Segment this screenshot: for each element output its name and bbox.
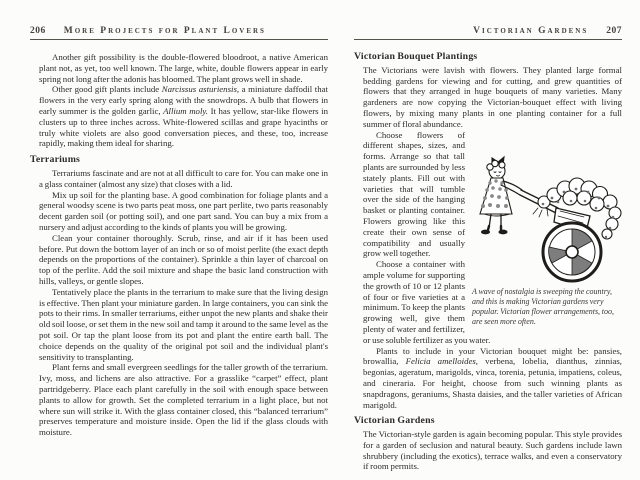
paragraph [39, 287, 328, 363]
paragraph [39, 190, 328, 233]
page-body-right [354, 52, 622, 472]
text-run: verbena, lobelia, dianthus, zinnias, begonias, ageratum, marigolds, vinca, torenia, petunia, impatiens, coleus, and cineraria. For height, choose from such winning plants as snapdragons, geraniums, Shasta daisies, and the taller varieties of African marigold. [363, 356, 622, 410]
header-rule-left [30, 39, 328, 40]
paragraph [39, 362, 328, 438]
paragraph [363, 429, 622, 472]
section-heading: Victorian Gardens [354, 415, 435, 427]
italic-text: Allium moly. [163, 105, 209, 116]
text-run: a miniature daffodil that flowers in the very early spring along with the snowdrops. A bulb that flowers in early summer is the golden garlic, [39, 84, 328, 116]
figure-caption: A wave of nostalgia is sweeping the country, and this is making Victorian gardens very popular. Victorian flower arrangements, too, are seen more often. [472, 286, 614, 327]
italic-text: Narcissus asturiensis, [161, 84, 240, 95]
text-run: Choose a container with ample volume for supporting the growth of 10 or 12 plants of four or five varieties at a minimum. To keep the plants growing well, give them plenty of water and fertilizer, or use soluble fertilizer as you water. [363, 259, 491, 345]
text-run: Choose flowers of different shapes, sizes, and forms. Arrange so that tall plants are surrounded by less stately plants. Fill out with varieties that will tumble over the side of the hanging basket or planting container. Flowers growing like this create their own sense of compatibility and usually grow well together. [363, 129, 465, 259]
text-run: Terrariums fascinate and are not at all difficult to care for. You can make one in a glass container (almost any size) that closes with a lid. [39, 167, 328, 189]
running-head-title-right: Victorian Gardens [473, 26, 589, 36]
page-left [30, 26, 328, 438]
page-number-right: 207 [606, 26, 622, 36]
running-head-right [354, 26, 622, 36]
text-run: Other good gift plants include [52, 84, 162, 95]
text-run: The Victorians were lavish with flowers. They planted large formal bedding gardens for viewing and for cutting, and grew quantities of flowers that they arranged in huge bouquets of many varieties. Many gardeners are now copying the Victorian-bouquet effect with living flowers, by mixing many plants in one planting container for a full summer of floral abundance. [363, 64, 622, 129]
text-run: Tentatively place the plants in the terrarium to make sure that the living design is effective. Then plant your miniature garden. In large containers, you can sink the pots to their rims. In smaller terrariums, either unpot the new plants and shake their old soil loose, or set them in the new soil and tamp it around to the same level as the pot soil. Or tap the plant loose from its pot and plant the entire earth ball. The choice depends on the quality of the original pot soil and the individual plant's sensitivity to transplanting. [39, 286, 328, 362]
text-run: The Victorian-style garden is again becoming popular. This style provides for a garden of seclusion and natural beauty. Such gardens include lawn shrubbery (including the exotics), terrace walks, and even a conservatory if room permits. [363, 429, 622, 472]
section-heading: Victorian Bouquet Plantings [354, 51, 478, 62]
running-head-left [30, 26, 328, 36]
paragraph [363, 65, 622, 130]
text-run: Clean your container thoroughly. Scrub, rinse, and air if it has been used before. Put down the bottom layer of an inch or so of moist perlite (the exact depth depends on the proportions of the container). Sprinkle a thin layer of charcoal on top of the perlite. Add the soil mixture and shape the basic land construction with hills, valleys, or gentle slopes. [39, 232, 328, 286]
paragraph [39, 233, 328, 287]
text-run: Mix up soil for the planting base. A good combination for foliage plants and a general woodsy scene is two parts peat moss, one part perlite, two parts reasonably decent garden soil (or potting soil), and one part sand. You can buy a mix from a nursery and adjust according to the kinds of plants you will be growing. [39, 189, 328, 232]
header-rule-right [354, 39, 622, 40]
text-run: It has yellow, star-like flowers in clusters up to three inches across. White-flowered scillas and grape hyacinths or truly white violets are also good conversation pieces, and these, too, increase rapidly, making them ideal for sharing. [39, 105, 329, 149]
running-head-title-left: More Projects for Plant Lovers [63, 26, 266, 36]
paragraph [39, 52, 328, 84]
paragraph [39, 84, 328, 149]
girl-flower-cart-illustration [472, 152, 622, 284]
page-body-left [30, 52, 328, 438]
text-run: Plant ferns and small evergreen seedlings for the taller growth of the terrarium. Ivy, moss, and lichens are also attractive. For a grasslike “carpet” effect, plant partridgeberry. Place each plant carefully in the soil with enough space between plants to allow for growth. Set the completed terrarium in a light place, but not where sun will strike it. With the glass container closed, this “balanced terrarium” preserves temperature and moisture inside. Open the lid if the glass clouds with moisture. [39, 362, 328, 438]
text-run: Plants to include in your Victorian bouquet might be: pansies, browallia, [363, 345, 622, 367]
page-right [354, 26, 622, 472]
paragraph [363, 346, 622, 411]
italic-text: Felicia amelloides, [405, 356, 478, 367]
bouquet-figure [472, 152, 622, 328]
text-run: Another gift possibility is the double-flowered bloodroot, a native American plant not, as yet, too well known. The large, white, double flowers appear in early spring not long after the adonis has bloomed. The plant grows well in shade. [39, 52, 328, 84]
section-heading: Terrariums [30, 154, 81, 166]
page-number-left: 206 [30, 26, 46, 36]
paragraph [39, 168, 328, 190]
